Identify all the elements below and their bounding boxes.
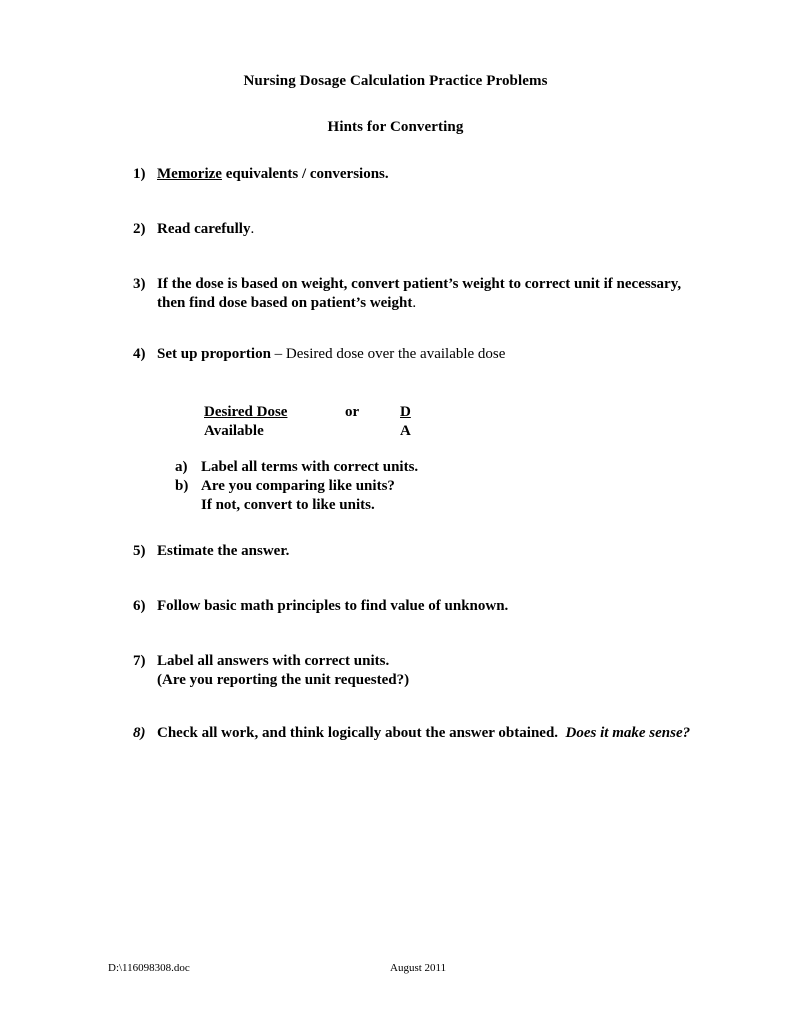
item-8-line-1: Check all work, and think logically about the answer obtained. — [157, 725, 559, 741]
page-subtitle: Hints for Converting — [327, 119, 464, 135]
proportion-numerator-short: D — [400, 404, 411, 420]
proportion-connector: or — [345, 404, 360, 420]
list-item-4 — [133, 345, 693, 364]
proportion-sublist — [175, 458, 595, 515]
list-item-1 — [133, 165, 693, 184]
list-marker: 6) — [133, 598, 146, 614]
sublist-item-b-text: Are you comparing like units? — [201, 478, 395, 494]
item-7-line-1: Label all answers with correct units. — [157, 653, 390, 669]
proportion-denominator-short: A — [400, 423, 411, 439]
hints-list — [133, 165, 693, 743]
item-3-line-1: If the dose is based on weight, convert patient’s weight to correct unit if — [157, 276, 613, 292]
item-4-emphasis: Set up proportion — [157, 346, 271, 362]
page-title: Nursing Dosage Calculation Practice Problems — [243, 73, 548, 89]
list-marker: 3) — [133, 276, 146, 292]
item-2-trailing: . — [250, 221, 255, 237]
proportion-denominator-row — [204, 422, 440, 441]
sublist-marker: a) — [175, 459, 188, 475]
title-block — [0, 72, 791, 136]
list-item-5 — [133, 542, 693, 561]
item-3-line-2: necessary, then find dose based on patient’s weight — [157, 276, 682, 311]
proportion-numerator: Desired Dose — [204, 404, 288, 420]
list-item-2 — [133, 220, 693, 239]
list-marker: 1) — [133, 166, 146, 182]
item-8-italic-1: Does it — [565, 725, 609, 741]
footer-date: August 2011 — [390, 962, 447, 974]
list-marker: 4) — [133, 346, 146, 362]
proportion-numerator-row — [204, 403, 440, 422]
item-4-text: – Desired dose over the available dose — [270, 346, 506, 362]
sublist-marker: b) — [175, 478, 189, 494]
proportion-denominator: Available — [204, 423, 264, 439]
list-item-6 — [133, 597, 693, 616]
list-marker: 5) — [133, 543, 146, 559]
item-1-emphasis: Memorize — [157, 166, 222, 182]
page-footer — [0, 962, 791, 982]
sublist-item-a-text: Label all terms with correct units. — [201, 459, 419, 475]
list-marker: 8) — [133, 725, 146, 741]
proportion-block — [204, 403, 440, 441]
list-item-3 — [133, 275, 693, 313]
item-7-line-2: (Are you reporting the unit requested?) — [157, 672, 410, 688]
item-6-text: Follow basic math principles to find value of unknown. — [157, 598, 509, 614]
item-2-text: Read carefully — [157, 221, 251, 237]
list-marker: 7) — [133, 653, 146, 669]
item-8-italic-2: make sense? — [612, 725, 691, 741]
list-item-8 — [133, 724, 693, 743]
footer-file-path: D:\116098308.doc — [108, 962, 190, 974]
sublist-item-a — [175, 458, 595, 477]
item-3-trailing: . — [412, 295, 417, 311]
list-marker: 2) — [133, 221, 146, 237]
item-5-text: Estimate the answer. — [157, 543, 290, 559]
proportion-spacer — [133, 364, 693, 542]
list-item-7 — [133, 652, 693, 690]
item-1-text: equivalents / conversions. — [221, 166, 389, 182]
sublist-item-b — [175, 477, 595, 515]
sublist-item-b-continuation: If not, convert to like units. — [201, 497, 375, 513]
